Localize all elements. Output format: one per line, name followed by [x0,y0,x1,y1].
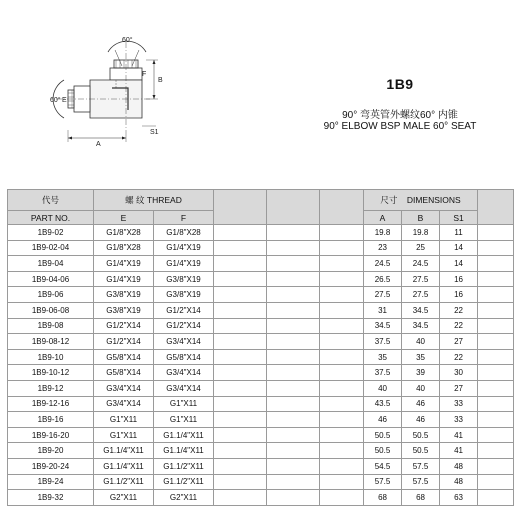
cell-blank [478,380,514,396]
cell-blank [478,490,514,506]
cell-dim-a: 19.8 [364,225,402,241]
cell-thread-f: G1/8"X28 [154,225,214,241]
cell-blank [320,287,364,303]
cell-thread-e: G1/8"X28 [94,225,154,241]
cell-part-no: 1B9-06-08 [8,302,94,318]
cell-thread-f: G3/8"X19 [154,271,214,287]
cell-blank [478,458,514,474]
cell-part-no: 1B9-10 [8,349,94,365]
cell-dim-b: 46 [402,412,440,428]
table-row [8,443,514,459]
cell-dim-a: 34.5 [364,318,402,334]
header-dimensions: 尺寸 DIMENSIONS [364,190,478,211]
cell-dim-s1: 27 [440,380,478,396]
cell-blank [267,240,320,256]
table-row [8,256,514,272]
cell-dim-a: 43.5 [364,396,402,412]
cell-part-no: 1B9-06 [8,287,94,303]
cell-blank [478,287,514,303]
cell-part-no: 1B9-04-06 [8,271,94,287]
cell-part-no: 1B9-32 [8,490,94,506]
cell-blank [320,458,364,474]
cell-dim-s1: 14 [440,256,478,272]
table-row [8,490,514,506]
cell-thread-e: G1.1/2"X11 [94,474,154,490]
cell-part-no: 1B9-24 [8,474,94,490]
cell-thread-e: G1.1/4"X11 [94,458,154,474]
cell-blank [478,443,514,459]
header-b: B [402,211,440,225]
cell-blank [320,443,364,459]
cell-thread-f: G1/2"X14 [154,302,214,318]
cell-blank [320,225,364,241]
dim-e-label: E [62,97,67,104]
cell-thread-f: G1"X11 [154,396,214,412]
cell-blank [320,380,364,396]
table-row [8,474,514,490]
cell-part-no: 1B9-12-16 [8,396,94,412]
cell-dim-s1: 30 [440,365,478,381]
cell-thread-e: G1/2"X14 [94,318,154,334]
cell-thread-e: G5/8"X14 [94,365,154,381]
cell-thread-f: G3/8"X19 [154,287,214,303]
cell-dim-b: 46 [402,396,440,412]
cell-blank [214,271,267,287]
cell-dim-s1: 41 [440,443,478,459]
header-blank-2 [267,190,320,225]
cell-dim-s1: 33 [440,396,478,412]
cell-thread-e: G1/4"X19 [94,256,154,272]
cell-blank [320,318,364,334]
cell-part-no: 1B9-08 [8,318,94,334]
header-e: E [94,211,154,225]
table-row [8,334,514,350]
cell-dim-s1: 27 [440,334,478,350]
cell-thread-f: G1.1/4"X11 [154,443,214,459]
table-row [8,287,514,303]
cell-dim-a: 27.5 [364,287,402,303]
cell-thread-f: G2"X11 [154,490,214,506]
cell-thread-e: G1.1/4"X11 [94,443,154,459]
cell-blank [214,256,267,272]
cell-blank [478,240,514,256]
cell-dim-a: 23 [364,240,402,256]
cell-blank [267,225,320,241]
cell-dim-a: 57.5 [364,474,402,490]
cell-thread-e: G2"X11 [94,490,154,506]
cell-blank [320,240,364,256]
cell-blank [214,287,267,303]
table-row [8,396,514,412]
cell-dim-s1: 33 [440,412,478,428]
table-row [8,225,514,241]
description-english: 90° ELBOW BSP MALE 60° SEAT [323,121,477,132]
dimensions-table [7,189,514,506]
header-code-cn: 代号 [8,190,94,211]
header-blank-4 [478,190,514,225]
cell-dim-a: 26.5 [364,271,402,287]
cell-blank [214,318,267,334]
cell-dim-a: 40 [364,380,402,396]
cell-part-no: 1B9-02-04 [8,240,94,256]
cell-thread-f: G1/2"X14 [154,318,214,334]
header-part-no: PART NO. [8,211,94,225]
cell-part-no: 1B9-02 [8,225,94,241]
cell-blank [214,474,267,490]
cell-thread-f: G1"X11 [154,412,214,428]
cell-part-no: 1B9-12 [8,380,94,396]
cell-blank [320,334,364,350]
cell-blank [320,256,364,272]
cell-dim-a: 37.5 [364,334,402,350]
cell-thread-e: G3/4"X14 [94,396,154,412]
table-row [8,349,514,365]
angle-left-label: 60° [50,97,61,104]
cell-blank [267,349,320,365]
cell-blank [478,318,514,334]
table-row [8,302,514,318]
table-row [8,427,514,443]
cell-thread-f: G3/4"X14 [154,380,214,396]
angle-top-label: 60° [122,37,133,44]
table-row [8,365,514,381]
cell-blank [214,349,267,365]
cell-blank [267,365,320,381]
cell-blank [214,427,267,443]
cell-part-no: 1B9-16-20 [8,427,94,443]
cell-blank [267,490,320,506]
table-row [8,380,514,396]
cell-blank [267,334,320,350]
cell-dim-b: 34.5 [402,302,440,318]
cell-dim-b: 19.8 [402,225,440,241]
table-row [8,240,514,256]
table-row [8,318,514,334]
cell-blank [478,427,514,443]
cell-dim-b: 40 [402,334,440,350]
cell-thread-e: G5/8"X14 [94,349,154,365]
cell-thread-e: G1/2"X14 [94,334,154,350]
cell-blank [478,271,514,287]
cell-blank [478,396,514,412]
dim-a-label: A [96,141,101,148]
cell-thread-e: G1/4"X19 [94,271,154,287]
header-thread: 螺 纹 THREAD [94,190,214,211]
cell-part-no: 1B9-08-12 [8,334,94,350]
cell-blank [267,412,320,428]
cell-thread-e: G1"X11 [94,427,154,443]
cell-blank [214,240,267,256]
cell-dim-s1: 16 [440,287,478,303]
cell-blank [320,474,364,490]
cell-dim-b: 24.5 [402,256,440,272]
cell-thread-e: G1/8"X28 [94,240,154,256]
cell-thread-f: G1/4"X19 [154,256,214,272]
header-a: A [364,211,402,225]
cell-blank [214,458,267,474]
cell-thread-f: G1.1/2"X11 [154,458,214,474]
cell-blank [320,365,364,381]
cell-blank [214,380,267,396]
header-s1: S1 [440,211,478,225]
description-chinese: 90° 弯英管外螺纹60° 内锥 [342,110,458,121]
table-row [8,271,514,287]
cell-blank [320,490,364,506]
part-code-title: 1B9 [386,76,414,92]
cell-thread-f: G1.1/2"X11 [154,474,214,490]
cell-part-no: 1B9-20 [8,443,94,459]
cell-blank [214,302,267,318]
table-row [8,458,514,474]
cell-blank [267,271,320,287]
cell-thread-f: G3/4"X14 [154,365,214,381]
cell-dim-b: 50.5 [402,443,440,459]
cell-dim-b: 35 [402,349,440,365]
cell-thread-e: G1"X11 [94,412,154,428]
cell-blank [267,396,320,412]
cell-blank [478,365,514,381]
cell-blank [320,412,364,428]
cell-blank [478,349,514,365]
cell-thread-f: G5/8"X14 [154,349,214,365]
cell-dim-a: 50.5 [364,443,402,459]
cell-blank [320,302,364,318]
header-blank-3 [320,190,364,225]
cell-dim-a: 68 [364,490,402,506]
cell-dim-a: 37.5 [364,365,402,381]
cell-dim-s1: 16 [440,271,478,287]
cell-blank [478,334,514,350]
cell-thread-f: G3/4"X14 [154,334,214,350]
cell-blank [214,396,267,412]
cell-dim-s1: 48 [440,458,478,474]
cell-dim-s1: 22 [440,302,478,318]
cell-blank [478,225,514,241]
cell-dim-s1: 22 [440,349,478,365]
cell-blank [267,458,320,474]
dim-b-label: B [158,77,163,84]
cell-blank [320,349,364,365]
cell-blank [320,396,364,412]
cell-dim-s1: 11 [440,225,478,241]
cell-dim-a: 54.5 [364,458,402,474]
cell-thread-e: G3/8"X19 [94,287,154,303]
cell-dim-a: 35 [364,349,402,365]
cell-dim-a: 46 [364,412,402,428]
cell-blank [267,302,320,318]
cell-dim-a: 50.5 [364,427,402,443]
cell-thread-f: G1/4"X19 [154,240,214,256]
cell-blank [214,365,267,381]
cell-dim-b: 57.5 [402,474,440,490]
cell-blank [267,256,320,272]
cell-blank [214,334,267,350]
cell-blank [214,412,267,428]
cell-blank [478,302,514,318]
cell-blank [267,427,320,443]
cell-part-no: 1B9-04 [8,256,94,272]
cell-dim-b: 27.5 [402,271,440,287]
cell-thread-e: G3/4"X14 [94,380,154,396]
cell-blank [478,256,514,272]
cell-dim-b: 27.5 [402,287,440,303]
cell-blank [267,287,320,303]
cell-blank [214,490,267,506]
cell-dim-s1: 63 [440,490,478,506]
cell-dim-b: 50.5 [402,427,440,443]
elbow-technical-drawing [50,30,180,160]
cell-part-no: 1B9-16 [8,412,94,428]
cell-dim-a: 24.5 [364,256,402,272]
cell-dim-s1: 48 [440,474,478,490]
cell-thread-f: G1.1/4"X11 [154,427,214,443]
cell-dim-b: 68 [402,490,440,506]
cell-dim-s1: 14 [440,240,478,256]
dim-s1-label: S1 [150,129,159,136]
cell-dim-b: 25 [402,240,440,256]
cell-dim-a: 31 [364,302,402,318]
cell-blank [214,225,267,241]
cell-dim-s1: 22 [440,318,478,334]
cell-dim-b: 57.5 [402,458,440,474]
cell-part-no: 1B9-20-24 [8,458,94,474]
cell-blank [478,412,514,428]
cell-blank [267,318,320,334]
cell-dim-b: 40 [402,380,440,396]
cell-part-no: 1B9-10-12 [8,365,94,381]
table-row [8,412,514,428]
cell-blank [267,443,320,459]
cell-dim-b: 34.5 [402,318,440,334]
cell-blank [267,380,320,396]
header-f: F [154,211,214,225]
cell-blank [320,427,364,443]
cell-blank [267,474,320,490]
cell-dim-s1: 41 [440,427,478,443]
dim-f-label: F [142,71,147,78]
cell-blank [320,271,364,287]
cell-thread-e: G3/8"X19 [94,302,154,318]
cell-blank [214,443,267,459]
cell-dim-b: 39 [402,365,440,381]
header-blank-1 [214,190,267,225]
cell-blank [478,474,514,490]
